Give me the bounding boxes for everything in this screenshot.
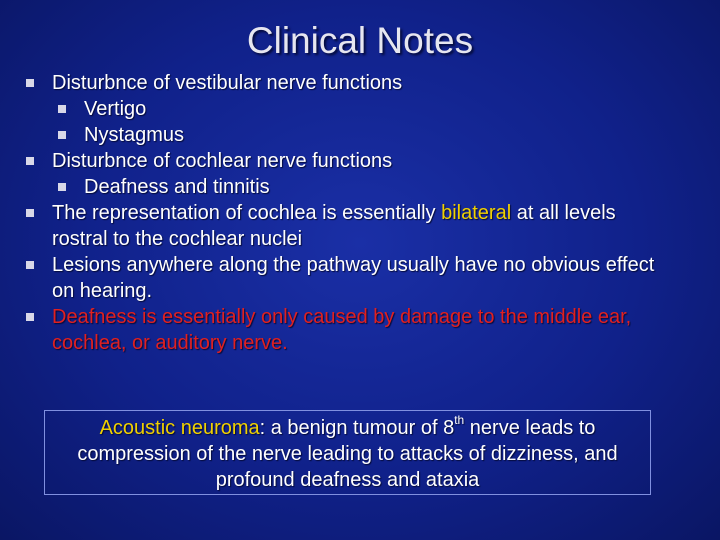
square-bullet-icon [26,209,34,217]
square-bullet-icon [26,261,34,269]
bullet-representation [22,200,662,252]
bullet-deafness-cause [22,304,662,356]
sub-bullet-text: Vertigo [84,98,147,120]
square-bullet-icon [26,157,34,165]
bullet-list [22,70,662,356]
acoustic-neuroma-box [44,410,651,495]
box-text-b: nerve leads to compression of the nerve leading to attacks of dizziness, and profound deafness and ataxia [77,417,618,491]
box-term: Acoustic neuroma [99,417,260,439]
bullet-text: Disturbnce of vestibular nerve functions [52,72,403,94]
box-text-a: : a benign tumour of 8 [259,417,455,439]
square-bullet-icon [26,313,34,321]
sub-bullet-vertigo [22,96,662,122]
square-bullet-icon [58,105,66,113]
sub-bullet-text: Deafness and tinnitis [84,176,270,198]
bullet-text-post: at all levels rostral to the cochlear nuclei [52,202,616,250]
bullet-text-pre: The representation of cochlea is essentially [52,202,442,224]
bullet-text: Lesions anywhere along the pathway usually have no obvious effect on hearing. [52,254,655,302]
square-bullet-icon [26,79,34,87]
box-superscript: th [454,413,465,428]
sub-bullet-deafness [22,174,662,200]
square-bullet-icon [58,183,66,191]
bullet-vestibular [22,70,662,96]
bullet-cochlear [22,148,662,174]
sub-bullet-nystagmus [22,122,662,148]
highlight-bilateral: bilateral [441,202,512,224]
sub-bullet-text: Nystagmus [84,124,185,146]
bullet-text: Disturbnce of cochlear nerve functions [52,150,393,172]
bullet-text-warning: Deafness is essentially only caused by damage to the middle ear, cochlea, or auditory nerve. [52,306,632,354]
slide-title: Clinical Notes [246,20,474,61]
square-bullet-icon [58,131,66,139]
bullet-lesions [22,252,662,304]
